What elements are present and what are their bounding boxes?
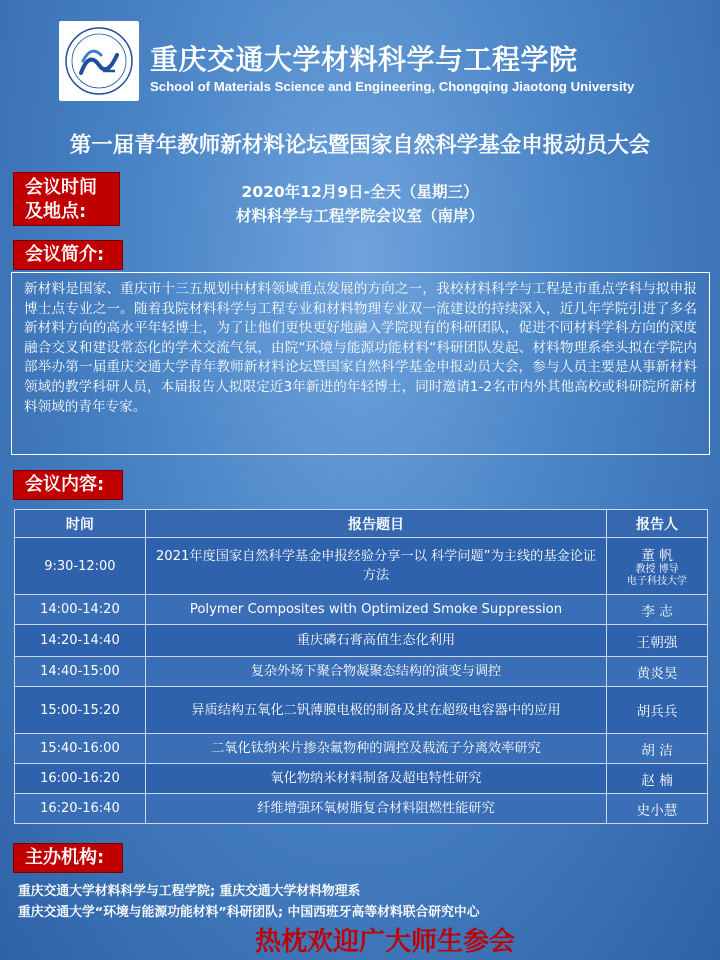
- row-speaker: 胡兵兵: [607, 687, 708, 734]
- row-time: 16:20-16:40: [15, 794, 146, 824]
- row-topic: 二氧化钛纳米片掺杂氟物种的调控及载流子分离效率研究: [145, 734, 606, 764]
- row-topic: 重庆磷石膏高值生态化利用: [145, 625, 606, 657]
- meeting-date: 2020年12月9日-全天（星期三）: [241, 183, 479, 201]
- speaker-name: 董 帆: [641, 548, 673, 564]
- university-name-cn: 重庆交通大学材料科学与工程学院: [150, 43, 578, 76]
- row-time: 14:00-14:20: [15, 595, 146, 625]
- table-row: [15, 538, 708, 595]
- row-topic: 2021年度国家自然科学基金申报经验分享一以 科学问题”为主线的基金论证方法: [145, 538, 606, 595]
- row-topic: 纤维增强环氧树脂复合材料阻燃性能研究: [145, 794, 606, 824]
- meeting-location: 材料科学与工程学院会议室（南岸）: [235, 207, 484, 225]
- table-row: [15, 657, 708, 687]
- row-topic: 氧化物纳米材料制备及超电特性研究: [145, 764, 606, 794]
- table-row: [15, 734, 708, 764]
- table-header-row: [15, 510, 708, 538]
- row-speaker: 胡 洁: [607, 734, 708, 764]
- row-time: 14:20-14:40: [15, 625, 146, 657]
- table-row: [15, 687, 708, 734]
- row-speaker: 史小慧: [607, 794, 708, 824]
- welcome-banner: 热枕欢迎广大师生参会: [254, 927, 515, 957]
- row-topic: Polymer Composites with Optimized Smoke Suppression: [145, 595, 606, 625]
- university-logo-icon: [59, 21, 139, 101]
- row-time: 15:00-15:20: [15, 687, 146, 734]
- row-time: 9:30-12:00: [15, 538, 146, 595]
- column-header-speaker: 报告人: [607, 510, 708, 538]
- column-header-time: 时间: [15, 510, 146, 538]
- row-topic: 复杂外场下聚合物凝聚态结构的演变与调控: [145, 657, 606, 687]
- organizer-label: 主办机构:: [13, 843, 123, 873]
- agenda-table: [14, 509, 708, 824]
- row-time: 14:40-15:00: [15, 657, 146, 687]
- university-name-en: School of Materials Science and Engineering, Chongqing Jiaotong University: [150, 79, 635, 94]
- speaker-affiliation: 电子科技大学: [627, 576, 688, 587]
- speaker-title: 教授 博导: [635, 564, 679, 575]
- table-row: [15, 794, 708, 824]
- table-row: [15, 625, 708, 657]
- row-time: 15:40-16:00: [15, 734, 146, 764]
- time-label-line2: 及地点:: [25, 201, 87, 222]
- intro-label: 会议简介:: [13, 240, 123, 270]
- content-label: 会议内容:: [13, 470, 123, 500]
- row-speaker: [607, 538, 708, 595]
- time-label-line1: 会议时间: [25, 177, 97, 198]
- table-row: [15, 764, 708, 794]
- organizer-line-2: 重庆交通大学“环境与能源功能材料”科研团队; 中国西班牙高等材料联合研究中心: [18, 905, 480, 920]
- page-title: 第一届青年教师新材料论坛暨国家自然科学基金申报动员大会: [69, 133, 651, 158]
- university-logo: [59, 21, 139, 101]
- row-speaker: 赵 楠: [607, 764, 708, 794]
- row-speaker: 王朝强: [607, 625, 708, 657]
- intro-text: 新材料是国家、重庆市十三五规划中材料领域重点发展的方向之一，我校材料科学与工程是市重点学科与拟申报博士点专业之一。随着我院材料科学与工程专业和材料物理专业双一流建设的持续深入，近几年学院引进了多名新材料方向的高水平年轻博士，为了让他们更快更好地融入学院现有的科研团队，促进不同材料学科方向的深度融合交叉和建设常态化的学术交流气氛，由院“环境与能源功能材料“科研团队发起、材料物理系牵头拟在学院内部举办第一届重庆交通大学青年教师新材料论坛暨国家自然科学基金申报动员大会，参与人员主要是从事新材料领域的教学科研人员，本届报告人拟限定近3年新进的年轻博士，同时邀请1-2名市内外其他高校或科研院所新材料领域的青年专家。: [11, 272, 710, 455]
- row-time: 16:00-16:20: [15, 764, 146, 794]
- row-topic: 异质结构五氧化二钒薄膜电极的制备及其在超级电容器中的应用: [145, 687, 606, 734]
- organizer-line-1: 重庆交通大学材料科学与工程学院; 重庆交通大学材料物理系: [18, 884, 361, 899]
- column-header-topic: 报告题目: [145, 510, 606, 538]
- row-speaker: 黄炎昊: [607, 657, 708, 687]
- row-speaker: 李 志: [607, 595, 708, 625]
- table-row: [15, 595, 708, 625]
